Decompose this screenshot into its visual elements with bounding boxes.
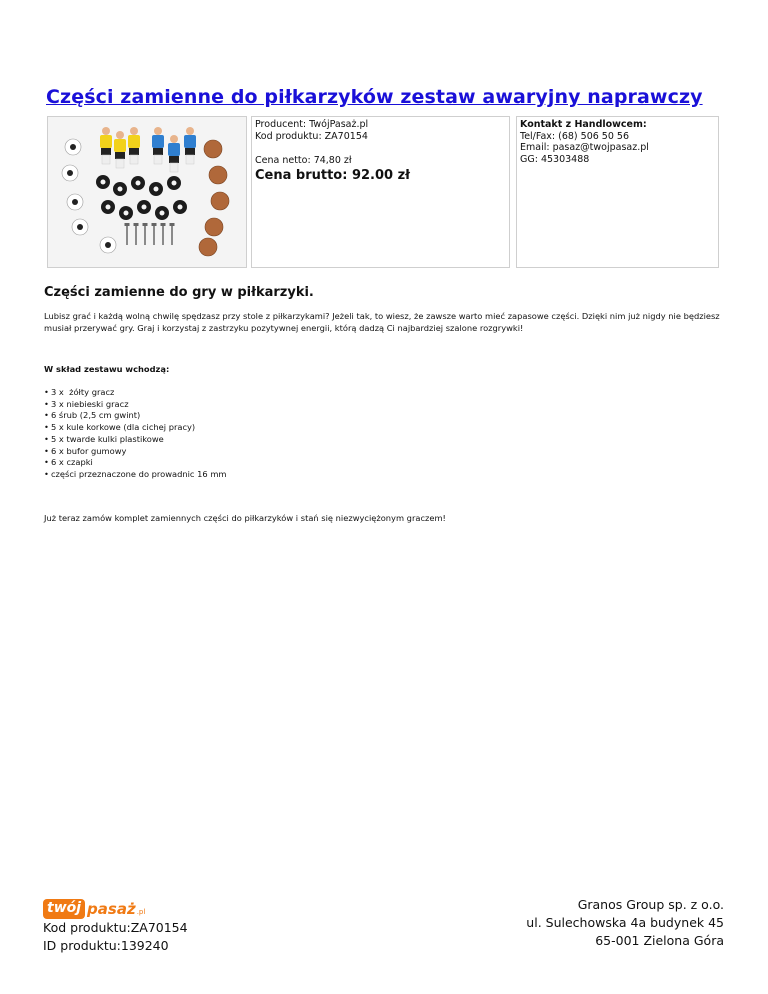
company-street: ul. Sulechowska 4a budynek 45	[526, 915, 724, 930]
player-legs	[130, 155, 138, 164]
football-patch	[72, 199, 78, 205]
footer-product-code: Kod produktu:ZA70154	[43, 920, 188, 935]
football-patch	[105, 242, 111, 248]
product-info-box	[251, 116, 510, 268]
player-head	[116, 131, 124, 139]
screw-head	[170, 223, 175, 226]
logo-badge: twój	[43, 899, 85, 919]
player-head	[170, 135, 178, 143]
football-patch	[67, 170, 73, 176]
list-item: • 6 x bufor gumowy	[44, 446, 227, 458]
bumper-hole	[136, 181, 141, 186]
cork-ball	[199, 238, 217, 256]
screw	[135, 225, 137, 245]
footer-product-info	[43, 919, 188, 955]
contact-heading: Kontakt z Handlowcem:	[520, 119, 647, 130]
bumper-hole	[172, 181, 177, 186]
bumper-hole	[124, 211, 129, 216]
description-title: Części zamienne do gry w piłkarzyki.	[44, 285, 314, 300]
player-shorts	[169, 156, 179, 163]
player-shorts	[129, 148, 139, 155]
logo-suffix: .pl	[136, 908, 146, 916]
football-patch	[70, 144, 76, 150]
screw	[144, 225, 146, 245]
list-item: • 6 x czapki	[44, 457, 227, 469]
screw-head	[143, 223, 148, 226]
screw	[162, 225, 164, 245]
player-shirt	[184, 135, 196, 148]
player-legs	[186, 155, 194, 164]
composition-title: W skład zestawu wchodzą:	[44, 364, 170, 374]
cork-ball	[205, 218, 223, 236]
football-patch	[77, 224, 83, 230]
player-shirt	[152, 135, 164, 148]
player-head	[154, 127, 162, 135]
player-legs	[102, 155, 110, 164]
list-item: • 5 x kule korkowe (dla cichej pracy)	[44, 422, 227, 434]
cork-ball	[204, 140, 222, 158]
player-shirt	[114, 139, 126, 152]
composition-list	[44, 387, 227, 481]
bumper-hole	[118, 187, 123, 192]
bumper-hole	[160, 211, 165, 216]
company-name: Granos Group sp. z o.o.	[577, 897, 724, 912]
player-shorts	[115, 152, 125, 159]
player-legs	[116, 159, 124, 168]
bumper-hole	[178, 205, 183, 210]
list-item: • 3 x niebieski gracz	[44, 399, 227, 411]
player-shorts	[185, 148, 195, 155]
bumper-hole	[106, 205, 111, 210]
cork-ball	[211, 192, 229, 210]
player-shorts	[153, 148, 163, 155]
player-head	[130, 127, 138, 135]
player-head	[186, 127, 194, 135]
cork-ball	[209, 166, 227, 184]
screw	[126, 225, 128, 245]
footer-product-id: ID produktu:139240	[43, 938, 169, 953]
player-shorts	[101, 148, 111, 155]
screw-head	[134, 223, 139, 226]
twojpasaz-logo	[43, 898, 145, 920]
product-image	[47, 116, 247, 268]
list-item: • 3 x żółty gracz	[44, 387, 227, 399]
contact-gg: GG: 45303488	[520, 153, 590, 165]
screw-head	[161, 223, 166, 226]
contact-box	[516, 116, 719, 268]
company-city: 65-001 Zielona Góra	[595, 933, 724, 948]
player-legs	[154, 155, 162, 164]
description-outro: Już teraz zamów komplet zamiennych części do piłkarzyków i stań się niezwyciężonym graczem!	[44, 513, 446, 523]
gross-price: Cena brutto: 92.00 zł	[255, 167, 411, 183]
screw-head	[125, 223, 130, 226]
player-shirt	[168, 143, 180, 156]
logo-text: pasaż	[87, 900, 136, 918]
list-item: • 5 x twarde kulki plastikowe	[44, 434, 227, 446]
player-head	[102, 127, 110, 135]
list-item: • części przeznaczone do prowadnic 16 mm	[44, 469, 227, 481]
screw-head	[152, 223, 157, 226]
bumper-hole	[101, 180, 106, 185]
player-shirt	[100, 135, 112, 148]
net-price: Cena netto: 74,80 zł	[255, 155, 352, 166]
screw	[153, 225, 155, 245]
contact-phone: Tel/Fax: (68) 506 50 56	[520, 130, 629, 142]
player-shirt	[128, 135, 140, 148]
product-code-text: Kod produktu: ZA70154	[255, 130, 368, 142]
product-title-link[interactable]: Części zamienne do piłkarzyków zestaw awaryjny naprawczy	[46, 86, 703, 108]
description-intro: Lubisz grać i każdą wolną chwilę spędzasz przy stole z piłkarzykami? Jeżeli tak, to wiesz, że zawsze warto mieć zapasowe części. Dzięki nim już nigdy nie będziesz musiał przerywać gry. Graj i korzystaj z zastrzyku pozytywnej energii, którą dadzą Ci najbardziej szalone rozgrywki!	[44, 311, 720, 333]
list-item: • 6 śrub (2,5 cm gwint)	[44, 410, 227, 422]
product-photo-illustration	[48, 117, 246, 267]
bumper-hole	[154, 187, 159, 192]
screw	[171, 225, 173, 245]
player-legs	[170, 163, 178, 172]
contact-email: Email: pasaz@twojpasaz.pl	[520, 142, 649, 153]
bumper-hole	[142, 205, 147, 210]
producer-text: Producent: TwójPasaż.pl	[255, 119, 369, 130]
footer-company-address	[526, 896, 724, 950]
